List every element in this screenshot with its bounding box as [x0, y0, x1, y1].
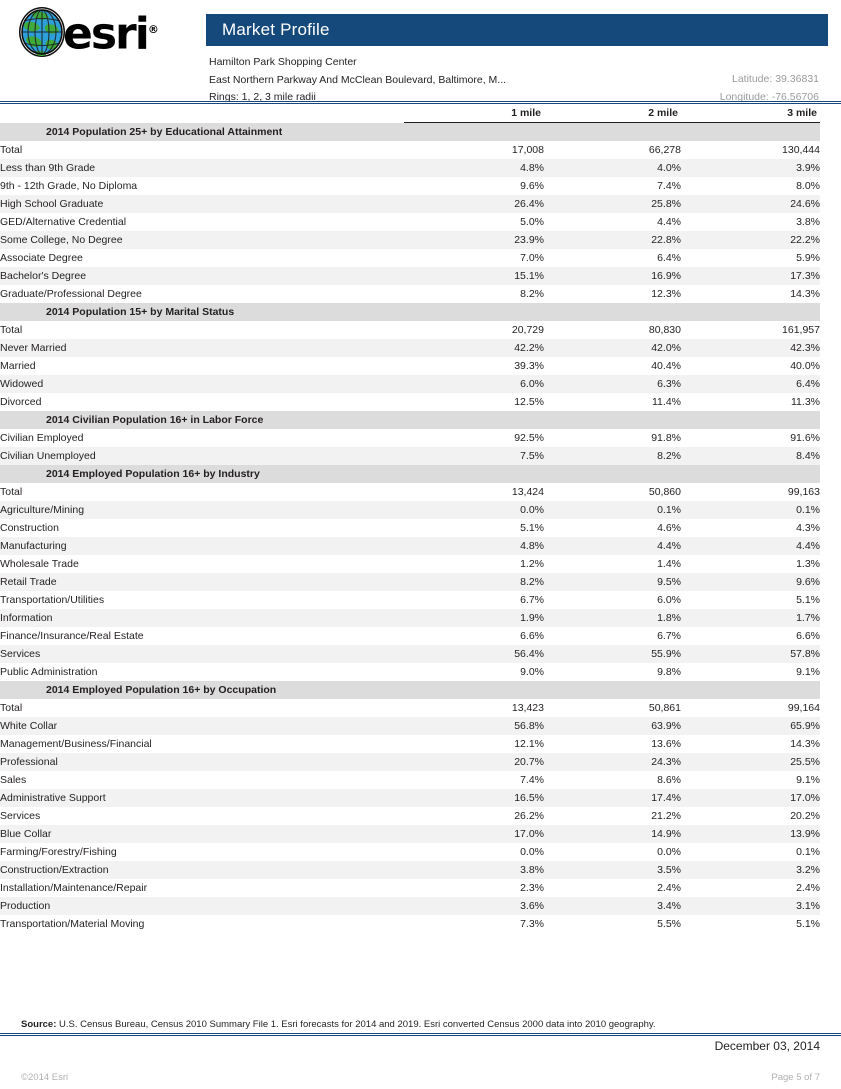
- row-value-2: 24.3%: [544, 753, 681, 771]
- row-value-2: 11.4%: [544, 393, 681, 411]
- row-value-2: 16.9%: [544, 267, 681, 285]
- row-value-2: 1.8%: [544, 609, 681, 627]
- row-value-3: 5.9%: [681, 249, 820, 267]
- row-value-2: 12.3%: [544, 285, 681, 303]
- row-value-2: 22.8%: [544, 231, 681, 249]
- row-value-2: 0.0%: [544, 843, 681, 861]
- row-label: Graduate/Professional Degree: [0, 285, 404, 303]
- table-row: [0, 285, 820, 303]
- row-value-3: 6.6%: [681, 627, 820, 645]
- table-row: [0, 915, 820, 933]
- table-row: [0, 861, 820, 879]
- row-value-3: 4.4%: [681, 537, 820, 555]
- table-row: [0, 645, 820, 663]
- row-value-1: 8.2%: [404, 285, 544, 303]
- row-value-1: 13,423: [404, 699, 544, 717]
- row-label: Associate Degree: [0, 249, 404, 267]
- table-row: [0, 771, 820, 789]
- table-row: [0, 789, 820, 807]
- profile-table-container: [0, 107, 841, 933]
- page-number: Page 5 of 7: [771, 1072, 820, 1083]
- row-value-2: 6.7%: [544, 627, 681, 645]
- row-value-2: 80,830: [544, 321, 681, 339]
- row-value-1: 8.2%: [404, 573, 544, 591]
- row-value-1: 0.0%: [404, 843, 544, 861]
- row-label: Services: [0, 645, 404, 663]
- header-divider: [0, 101, 841, 104]
- row-label: Construction: [0, 519, 404, 537]
- row-value-1: 5.1%: [404, 519, 544, 537]
- row-value-3: 11.3%: [681, 393, 820, 411]
- table-row: [0, 717, 820, 735]
- row-value-1: 17,008: [404, 141, 544, 159]
- row-value-1: 26.2%: [404, 807, 544, 825]
- row-label: Wholesale Trade: [0, 555, 404, 573]
- row-value-2: 14.9%: [544, 825, 681, 843]
- row-value-1: 12.1%: [404, 735, 544, 753]
- table-row: [0, 519, 820, 537]
- row-value-2: 25.8%: [544, 195, 681, 213]
- row-value-2: 8.2%: [544, 447, 681, 465]
- row-value-3: 3.2%: [681, 861, 820, 879]
- row-value-3: 3.8%: [681, 213, 820, 231]
- table-row: [0, 375, 820, 393]
- table-row: [0, 321, 820, 339]
- row-value-1: 39.3%: [404, 357, 544, 375]
- table-row: [0, 501, 820, 519]
- site-rings: Rings: 1, 2, 3 mile radii: [209, 91, 316, 103]
- row-value-3: 99,164: [681, 699, 820, 717]
- row-value-2: 4.0%: [544, 159, 681, 177]
- table-section-header: [0, 411, 820, 429]
- row-label: Manufacturing: [0, 537, 404, 555]
- row-label: Information: [0, 609, 404, 627]
- table-section-header: [0, 681, 820, 699]
- row-value-2: 0.1%: [544, 501, 681, 519]
- row-label: White Collar: [0, 717, 404, 735]
- row-value-2: 4.4%: [544, 537, 681, 555]
- longitude-value: Longitude: -76.56706: [719, 90, 819, 103]
- market-profile-table: [0, 107, 820, 933]
- esri-wordmark-text: esri: [63, 8, 148, 60]
- table-row: [0, 447, 820, 465]
- footer-divider: [0, 1033, 841, 1036]
- row-value-2: 91.8%: [544, 429, 681, 447]
- row-value-2: 6.3%: [544, 375, 681, 393]
- row-value-2: 17.4%: [544, 789, 681, 807]
- row-label: Finance/Insurance/Real Estate: [0, 627, 404, 645]
- table-row: [0, 177, 820, 195]
- row-value-1: 4.8%: [404, 537, 544, 555]
- globe-icon: [17, 6, 67, 58]
- source-note: [21, 1018, 656, 1031]
- row-value-1: 12.5%: [404, 393, 544, 411]
- row-value-1: 7.5%: [404, 447, 544, 465]
- row-value-3: 14.3%: [681, 285, 820, 303]
- table-row: [0, 249, 820, 267]
- table-row: [0, 573, 820, 591]
- row-value-1: 5.0%: [404, 213, 544, 231]
- row-value-3: 1.7%: [681, 609, 820, 627]
- row-value-3: 130,444: [681, 141, 820, 159]
- table-row: [0, 627, 820, 645]
- row-value-2: 9.8%: [544, 663, 681, 681]
- copyright-notice: ©2014 Esri: [21, 1072, 69, 1083]
- row-value-3: 8.4%: [681, 447, 820, 465]
- row-value-2: 4.4%: [544, 213, 681, 231]
- row-value-3: 25.5%: [681, 753, 820, 771]
- report-header: [0, 0, 841, 103]
- column-header-spacer: [0, 107, 404, 123]
- table-row: [0, 663, 820, 681]
- row-value-2: 50,860: [544, 483, 681, 501]
- row-value-3: 40.0%: [681, 357, 820, 375]
- section-heading: 2014 Employed Population 16+ by Industry: [0, 465, 820, 483]
- row-label: Blue Collar: [0, 825, 404, 843]
- row-label: Sales: [0, 771, 404, 789]
- table-row: [0, 429, 820, 447]
- column-header-2-mile: 2 mile: [544, 107, 681, 123]
- row-value-3: 3.1%: [681, 897, 820, 915]
- row-value-1: 7.0%: [404, 249, 544, 267]
- row-value-1: 56.4%: [404, 645, 544, 663]
- table-row: [0, 159, 820, 177]
- row-value-3: 5.1%: [681, 915, 820, 933]
- row-value-1: 17.0%: [404, 825, 544, 843]
- column-header-3-mile: 3 mile: [681, 107, 820, 123]
- table-row: [0, 699, 820, 717]
- row-value-2: 13.6%: [544, 735, 681, 753]
- row-value-1: 6.7%: [404, 591, 544, 609]
- row-value-1: 92.5%: [404, 429, 544, 447]
- row-value-1: 4.8%: [404, 159, 544, 177]
- row-value-1: 16.5%: [404, 789, 544, 807]
- row-label: Installation/Maintenance/Repair: [0, 879, 404, 897]
- row-value-2: 55.9%: [544, 645, 681, 663]
- row-value-1: 20.7%: [404, 753, 544, 771]
- row-label: Civilian Employed: [0, 429, 404, 447]
- row-label: Management/Business/Financial: [0, 735, 404, 753]
- row-value-2: 40.4%: [544, 357, 681, 375]
- row-value-2: 1.4%: [544, 555, 681, 573]
- row-value-3: 17.3%: [681, 267, 820, 285]
- row-value-3: 24.6%: [681, 195, 820, 213]
- site-address: East Northern Parkway And McClean Boulevard, Baltimore, M...: [209, 73, 507, 86]
- row-value-1: 26.4%: [404, 195, 544, 213]
- row-value-3: 3.9%: [681, 159, 820, 177]
- row-label: Construction/Extraction: [0, 861, 404, 879]
- table-body: [0, 123, 820, 934]
- row-value-2: 4.6%: [544, 519, 681, 537]
- table-row: [0, 141, 820, 159]
- section-heading: 2014 Population 25+ by Educational Attainment: [0, 123, 820, 142]
- row-value-2: 3.4%: [544, 897, 681, 915]
- row-value-2: 8.6%: [544, 771, 681, 789]
- column-header-1-mile: 1 mile: [404, 107, 544, 123]
- row-label: Total: [0, 699, 404, 717]
- row-label: Total: [0, 141, 404, 159]
- table-row: [0, 231, 820, 249]
- row-value-3: 9.1%: [681, 771, 820, 789]
- site-name: Hamilton Park Shopping Center: [209, 56, 357, 68]
- row-label: Divorced: [0, 393, 404, 411]
- row-value-3: 4.3%: [681, 519, 820, 537]
- row-value-3: 13.9%: [681, 825, 820, 843]
- row-value-3: 6.4%: [681, 375, 820, 393]
- table-row: [0, 537, 820, 555]
- table-row: [0, 267, 820, 285]
- table-row: [0, 195, 820, 213]
- report-date: December 03, 2014: [714, 1039, 820, 1053]
- table-row: [0, 339, 820, 357]
- row-value-1: 1.9%: [404, 609, 544, 627]
- registered-trademark-icon: ®: [147, 22, 159, 36]
- row-value-1: 42.2%: [404, 339, 544, 357]
- row-value-3: 9.6%: [681, 573, 820, 591]
- row-value-3: 5.1%: [681, 591, 820, 609]
- row-label: Public Administration: [0, 663, 404, 681]
- row-value-2: 66,278: [544, 141, 681, 159]
- table-row: [0, 735, 820, 753]
- row-value-1: 56.8%: [404, 717, 544, 735]
- row-label: Total: [0, 321, 404, 339]
- row-value-2: 9.5%: [544, 573, 681, 591]
- table-row: [0, 897, 820, 915]
- table-row: [0, 825, 820, 843]
- row-value-1: 1.2%: [404, 555, 544, 573]
- table-row: [0, 555, 820, 573]
- table-row: [0, 393, 820, 411]
- row-value-1: 23.9%: [404, 231, 544, 249]
- row-value-3: 17.0%: [681, 789, 820, 807]
- row-label: Retail Trade: [0, 573, 404, 591]
- row-value-1: 7.4%: [404, 771, 544, 789]
- table-row: [0, 879, 820, 897]
- row-value-3: 8.0%: [681, 177, 820, 195]
- table-row: [0, 843, 820, 861]
- row-label: GED/Alternative Credential: [0, 213, 404, 231]
- row-value-3: 0.1%: [681, 501, 820, 519]
- row-label: Professional: [0, 753, 404, 771]
- table-row: [0, 357, 820, 375]
- column-header-row: [0, 107, 820, 123]
- row-value-2: 5.5%: [544, 915, 681, 933]
- table-section-header: [0, 123, 820, 142]
- section-heading: 2014 Civilian Population 16+ in Labor Force: [0, 411, 820, 429]
- site-info-block: [209, 54, 506, 107]
- row-value-1: 3.6%: [404, 897, 544, 915]
- row-value-2: 63.9%: [544, 717, 681, 735]
- row-value-1: 0.0%: [404, 501, 544, 519]
- row-value-3: 9.1%: [681, 663, 820, 681]
- row-value-3: 91.6%: [681, 429, 820, 447]
- row-value-2: 6.0%: [544, 591, 681, 609]
- row-label: Widowed: [0, 375, 404, 393]
- table-row: [0, 483, 820, 501]
- row-value-3: 57.8%: [681, 645, 820, 663]
- table-row: [0, 753, 820, 771]
- row-value-2: 7.4%: [544, 177, 681, 195]
- row-value-1: 13,424: [404, 483, 544, 501]
- row-label: Farming/Forestry/Fishing: [0, 843, 404, 861]
- row-value-3: 0.1%: [681, 843, 820, 861]
- row-value-3: 20.2%: [681, 807, 820, 825]
- row-value-2: 42.0%: [544, 339, 681, 357]
- row-value-1: 9.6%: [404, 177, 544, 195]
- row-value-1: 7.3%: [404, 915, 544, 933]
- table-header: [0, 107, 820, 123]
- row-label: Administrative Support: [0, 789, 404, 807]
- row-value-3: 2.4%: [681, 879, 820, 897]
- row-value-3: 1.3%: [681, 555, 820, 573]
- row-label: Agriculture/Mining: [0, 501, 404, 519]
- row-value-1: 2.3%: [404, 879, 544, 897]
- row-label: 9th - 12th Grade, No Diploma: [0, 177, 404, 195]
- table-section-header: [0, 465, 820, 483]
- row-label: Transportation/Utilities: [0, 591, 404, 609]
- row-label: Civilian Unemployed: [0, 447, 404, 465]
- esri-wordmark: [63, 8, 159, 60]
- source-label: Source:: [21, 1019, 57, 1030]
- row-value-3: 14.3%: [681, 735, 820, 753]
- latitude-value: Latitude: 39.36831: [732, 73, 819, 85]
- row-value-2: 21.2%: [544, 807, 681, 825]
- row-value-3: 65.9%: [681, 717, 820, 735]
- row-label: Never Married: [0, 339, 404, 357]
- row-value-1: 6.6%: [404, 627, 544, 645]
- row-value-3: 22.2%: [681, 231, 820, 249]
- row-value-1: 6.0%: [404, 375, 544, 393]
- row-value-3: 42.3%: [681, 339, 820, 357]
- row-label: Bachelor's Degree: [0, 267, 404, 285]
- table-row: [0, 807, 820, 825]
- row-value-1: 20,729: [404, 321, 544, 339]
- row-value-1: 9.0%: [404, 663, 544, 681]
- row-label: Production: [0, 897, 404, 915]
- row-value-2: 3.5%: [544, 861, 681, 879]
- row-value-3: 161,957: [681, 321, 820, 339]
- row-label: Total: [0, 483, 404, 501]
- row-value-2: 6.4%: [544, 249, 681, 267]
- row-value-3: 99,163: [681, 483, 820, 501]
- table-section-header: [0, 303, 820, 321]
- table-row: [0, 591, 820, 609]
- esri-logo: [17, 6, 197, 58]
- source-text: U.S. Census Bureau, Census 2010 Summary File 1. Esri forecasts for 2014 and 2019. Esri converted Census 2000 data into 2010 geography.: [59, 1019, 656, 1030]
- row-value-1: 15.1%: [404, 267, 544, 285]
- row-label: Some College, No Degree: [0, 231, 404, 249]
- section-heading: 2014 Employed Population 16+ by Occupation: [0, 681, 820, 699]
- row-label: Married: [0, 357, 404, 375]
- row-value-2: 50,861: [544, 699, 681, 717]
- report-title-bar: [206, 14, 828, 46]
- row-label: Transportation/Material Moving: [0, 915, 404, 933]
- row-label: Services: [0, 807, 404, 825]
- section-heading: 2014 Population 15+ by Marital Status: [0, 303, 820, 321]
- row-value-2: 2.4%: [544, 879, 681, 897]
- page-title: Market Profile: [222, 20, 330, 39]
- row-label: High School Graduate: [0, 195, 404, 213]
- row-label: Less than 9th Grade: [0, 159, 404, 177]
- table-row: [0, 213, 820, 231]
- table-row: [0, 609, 820, 627]
- row-value-1: 3.8%: [404, 861, 544, 879]
